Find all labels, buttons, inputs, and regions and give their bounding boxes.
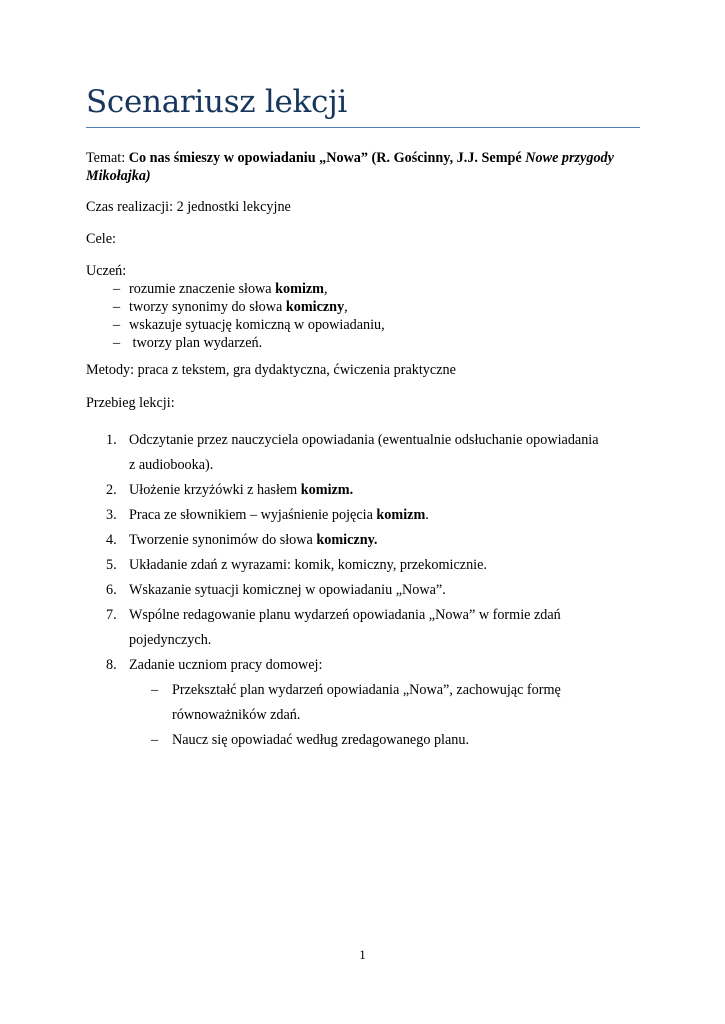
- step-number: 8.: [106, 657, 117, 673]
- step-number: 7.: [106, 607, 117, 623]
- page-number: 1: [359, 947, 366, 962]
- list-item: [86, 553, 599, 578]
- item-keyword: komiczny: [285, 299, 345, 315]
- step-text: Wspólne redagowanie planu wydarzeń opowiadania „Nowa” w formie zdań: [129, 607, 561, 623]
- homework-text: Przekształć plan wydarzeń opowiadania „Nowa”, zachowując formę: [172, 682, 561, 698]
- step-keyword: komiczny.: [316, 532, 378, 548]
- step-number: 5.: [106, 557, 117, 573]
- dash-bullet: –: [113, 335, 121, 351]
- list-item: [86, 603, 599, 653]
- item-text: rozumie znaczenie słowa: [129, 281, 276, 297]
- homework-list: [129, 678, 599, 753]
- step-text: Odczytanie przez nauczyciela opowiadania (ewentualnie odsłuchanie opowiadania: [129, 432, 599, 448]
- step-text-continued: pojedynczych.: [129, 632, 212, 648]
- step-text: Wskazanie sytuacji komicznej w opowiadaniu „Nowa”.: [129, 582, 446, 598]
- list-item: [129, 728, 599, 753]
- topic-book-title: Nowe przygody Mikołajka): [86, 150, 614, 184]
- title-underline: [86, 127, 640, 128]
- student-label: Uczeń:: [86, 263, 127, 279]
- item-punct: ,: [344, 299, 348, 315]
- step-punct: .: [425, 507, 429, 523]
- dash-bullet: –: [113, 317, 121, 333]
- lesson-topic: [86, 149, 640, 185]
- item-text: tworzy synonimy do słowa: [129, 299, 286, 315]
- step-number: 4.: [106, 532, 117, 548]
- step-number: 1.: [106, 432, 117, 448]
- dash-bullet: –: [151, 682, 159, 698]
- step-text: Praca ze słownikiem – wyjaśnienie pojęcia: [129, 507, 377, 523]
- step-number: 6.: [106, 582, 117, 598]
- homework-text-continued: równoważników zdań.: [172, 707, 301, 723]
- step-number: 3.: [106, 507, 117, 523]
- step-text: Ułożenie krzyżówki z hasłem: [129, 482, 301, 498]
- topic-label: Temat:: [86, 150, 129, 166]
- goals-label: Cele:: [86, 231, 116, 247]
- methods-line: Metody: praca z tekstem, gra dydaktyczna, ćwiczenia praktyczne: [86, 362, 456, 378]
- dash-bullet: –: [151, 732, 159, 748]
- item-keyword: komizm: [275, 281, 325, 297]
- step-text: Tworzenie synonimów do słowa: [129, 532, 317, 548]
- step-keyword: komizm: [376, 507, 426, 523]
- step-text-continued: z audiobooka).: [129, 457, 214, 473]
- course-label: Przebieg lekcji:: [86, 395, 175, 411]
- step-text: Zadanie uczniom pracy domowej:: [129, 657, 323, 673]
- item-punct: ,: [324, 281, 328, 297]
- list-item: [86, 578, 599, 603]
- list-item: [86, 478, 599, 503]
- dash-bullet: –: [113, 299, 121, 315]
- list-item: [86, 653, 599, 753]
- list-item: [86, 528, 599, 553]
- lesson-steps-list: [86, 428, 599, 753]
- duration-line: Czas realizacji: 2 jednostki lekcyjne: [86, 199, 291, 215]
- step-number: 2.: [106, 482, 117, 498]
- step-text: Układanie zdań z wyrazami: komik, komiczny, przekomicznie.: [129, 557, 487, 573]
- step-keyword: komizm.: [300, 482, 354, 498]
- dash-bullet: –: [113, 281, 121, 297]
- page-title: Scenariusz lekcji: [86, 84, 348, 120]
- list-item: [86, 503, 599, 528]
- homework-text: Naucz się opowiadać według zredagowanego planu.: [172, 732, 470, 748]
- topic-title: Co nas śmieszy w opowiadaniu „Nowa” (R. Gościnny, J.J. Sempé: [128, 150, 526, 166]
- list-item: [129, 678, 599, 728]
- item-text: wskazuje sytuację komiczną w opowiadaniu,: [129, 317, 385, 333]
- list-item: [86, 428, 599, 478]
- item-text: tworzy plan wydarzeń.: [129, 335, 263, 351]
